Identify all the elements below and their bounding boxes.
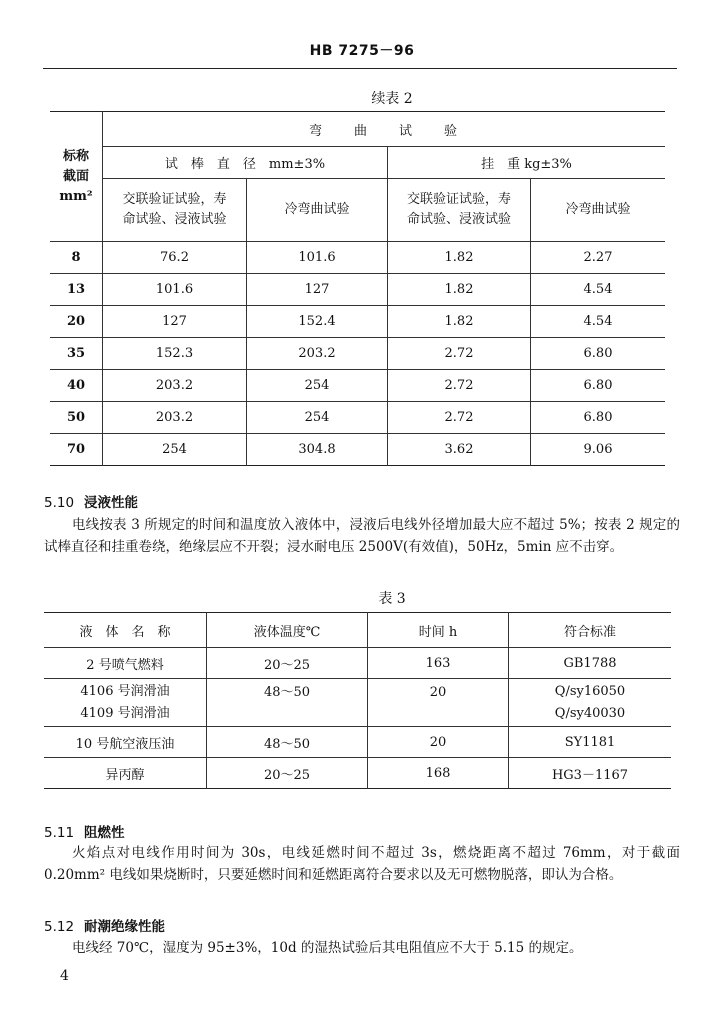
bend-test-group-header: 弯 曲 试 验 xyxy=(103,112,666,147)
header-rule xyxy=(43,68,677,69)
diameter-cold-bend-header: 冷弯曲试验 xyxy=(247,179,388,242)
standard-header: 符合标准 xyxy=(509,613,672,648)
fluid-temp-header: 液体温度℃ xyxy=(207,613,368,648)
table-row: 13 101.6 127 1.82 4.54 xyxy=(50,274,665,306)
bend-test-table xyxy=(50,111,665,466)
table-row: 2 号喷气燃料 20～25 163 GB1788 xyxy=(44,648,671,679)
section-5-10-text: 电线按表 3 所规定的时间和温度放入液体中，浸液后电线外径增加最大应不超过 5%；按表 2 规定的试棒直径和挂重卷绕，绝缘层应不开裂；浸水耐电压 2500V(有效值)，50Hz，5min 应不击穿。 xyxy=(44,517,680,555)
weight-cold-bend-header: 冷弯曲试验 xyxy=(531,179,666,242)
table-row: 10 号航空液压油 48～50 20 SY1181 xyxy=(44,727,671,758)
table-row: 40 203.2 254 2.72 6.80 xyxy=(50,370,665,402)
section-5-12-text: 电线经 70℃，湿度为 95±3%，10d 的湿热试验后其电阻值应不大于 5.15 的规定。 xyxy=(72,940,583,956)
section-5-10-heading: 5.10 浸液性能 xyxy=(44,495,138,511)
table-row: 异丙醇 20～25 168 HG3－1167 xyxy=(44,758,671,789)
page-number: 4 xyxy=(60,968,69,984)
weight-crosslink-header: 交联验证试验，寿 命试验、浸液试验 xyxy=(388,179,531,242)
table-row: 35 152.3 203.2 2.72 6.80 xyxy=(50,338,665,370)
section-5-12-heading: 5.12 耐潮绝缘性能 xyxy=(44,919,165,935)
table2-caption: 续表 2 xyxy=(371,91,413,107)
table-row: 20 127 152.4 1.82 4.54 xyxy=(50,306,665,338)
hanging-weight-header: 挂 重 kg±3% xyxy=(388,147,666,179)
immersion-fluid-table xyxy=(44,612,671,789)
mandrel-diameter-header: 试 棒 直 径 mm±3% xyxy=(103,147,388,179)
table-row: 8 76.2 101.6 1.82 2.27 xyxy=(50,242,665,274)
diameter-crosslink-header: 交联验证试验，寿 命试验、浸液试验 xyxy=(103,179,247,242)
section-5-11-heading: 5.11 阻燃性 xyxy=(44,825,125,841)
table3-caption: 表 3 xyxy=(378,591,406,607)
nominal-section-header: 标称 截面 mm² xyxy=(50,112,103,242)
document-header: HB 7275－96 xyxy=(309,43,415,59)
time-header: 时间 h xyxy=(368,613,509,648)
section-5-11-text: 火焰点对电线作用时间为 30s，电线延燃时间不超过 3s，燃烧距离不超过 76mm，对于截面 0.20mm² 电线如果烧断时，只要延燃时间和延燃距离符合要求以及无可燃物脱落，即认为合格。 xyxy=(44,845,680,883)
table-row: 4106 号润滑油 4109 号润滑油 48～50 20 Q/sy16050 Q/sy40030 xyxy=(44,679,671,727)
fluid-name-header: 液 体 名 称 xyxy=(44,613,207,648)
table-row: 50 203.2 254 2.72 6.80 xyxy=(50,402,665,434)
table-row: 70 254 304.8 3.62 9.06 xyxy=(50,434,665,466)
